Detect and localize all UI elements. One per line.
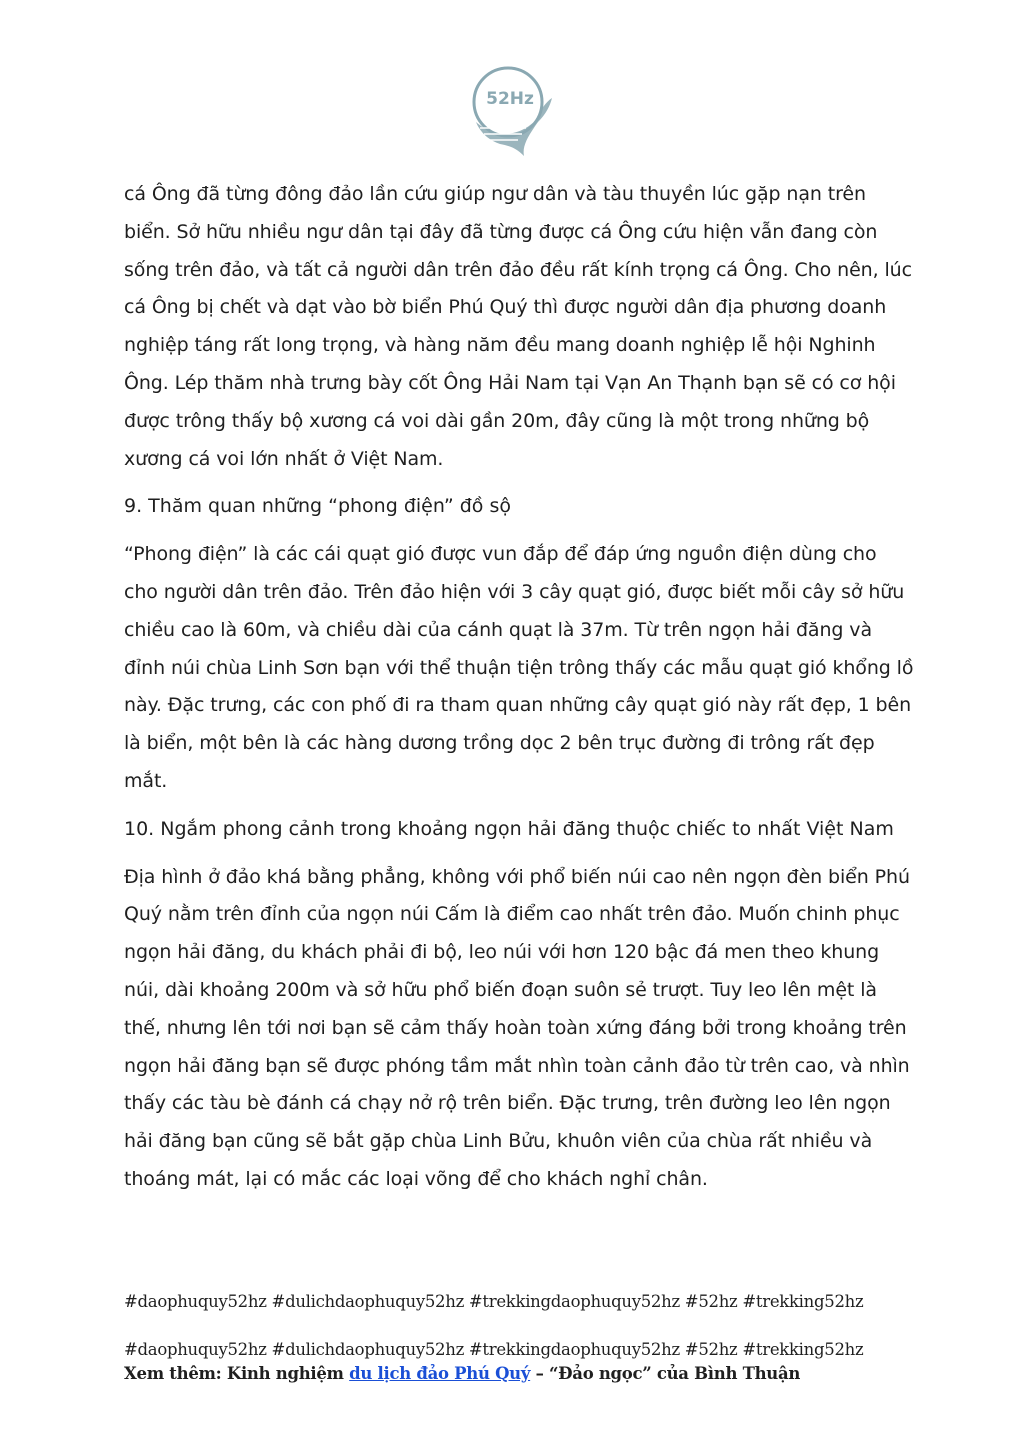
brand-logo <box>466 64 558 160</box>
hashtags-line-2: #daophuquy52hz #dulichdaophuquy52hz #trekkingdaophuquy52hz #52hz #trekking52hz <box>124 1340 864 1359</box>
paragraph-lighthouse: Địa hình ở đảo khá bằng phẳng, không với phổ biến núi cao nên ngọn đèn biển Phú Quý nằm trên đỉnh của ngọn núi Cấm là điểm cao nhất trên đảo. Muốn chinh phục ngọn hải đăng, du khách phải đi bộ, leo núi với hơn 120 bậc đá men theo khung núi, dài khoảng 200m và sở hữu phổ biến đoạn suôn sẻ trượt. Tuy leo lên mệt là thế, nhưng lên tới nơi bạn sẽ cảm thấy hoàn toàn xứng đáng bởi trong khoảng trên ngọn hải đăng bạn sẽ được phóng tầm mắt nhìn toàn cảnh đảo từ trên cao, và nhìn thấy các tàu bè đánh cá chạy nở rộ trên biển. Đặc trưng, trên đường leo lên ngọn hải đăng bạn cũng sẽ bắt gặp chùa Linh Bửu, khuôn viên của chùa rất nhiều và thoáng mát, lại có mắc các loại võng để cho khách nghỉ chân. <box>124 865 910 1190</box>
see-more-prefix: Xem thêm: Kinh nghiệm <box>124 1364 350 1383</box>
whale-logo-icon <box>466 64 558 160</box>
logo-text: 52Hz <box>486 89 534 109</box>
paragraph-wind-power: “Phong điện” là các cái quạt gió được vun đắp để đáp ứng nguồn điện dùng cho cho người dân trên đảo. Trên đảo hiện với 3 cây quạt gió, được biết mỗi cây sở hữu chiều cao là 60m, và chiều dài của cánh quạt là 37m. Từ trên ngọn hải đăng và đỉnh núi chùa Linh Sơn bạn với thể thuận tiện trông thấy các mẫu quạt gió khổng lồ này. Đặc trưng, các con phố đi ra tham quan những cây quạt gió này rất đẹp, 1 bên là biển, một bên là các hàng dương trồng dọc 2 bên trục đường đi trông rất đẹp mắt. <box>124 543 914 792</box>
see-more-suffix: – “Đảo ngọc” của Bình Thuận <box>530 1364 801 1383</box>
hashtags-line-1: #daophuquy52hz #dulichdaophuquy52hz #trekkingdaophuquy52hz #52hz #trekking52hz <box>124 1292 864 1311</box>
paragraph-whale-skeleton: cá Ông đã từng đông đảo lần cứu giúp ngư dân và tàu thuyền lúc gặp nạn trên biển. Sở hữu nhiều ngư dân tại đây đã từng được cá Ông cứu hiện vẫn đang còn sống trên đảo, và tất cả người dân trên đảo đều rất kính trọng cá Ông. Cho nên, lúc cá Ông bị chết và dạt vào bờ biển Phú Quý thì được người dân địa phương doanh nghiệp táng rất long trọng, và hàng năm đều mang doanh nghiệp lễ hội Nghinh Ông. Lép thăm nhà trưng bày cốt Ông Hải Nam tại Vạn An Thạnh bạn sẽ có cơ hội được trông thấy bộ xương cá voi dài gần 20m, đây cũng là một trong những bộ xương cá voi lớn nhất ở Việt Nam. <box>124 183 912 470</box>
article-body <box>124 176 914 1199</box>
see-more-link[interactable]: du lịch đảo Phú Quý <box>349 1364 531 1383</box>
heading-wind-power: 9. Thăm quan những “phong điện” đồ sộ <box>124 495 511 518</box>
heading-lighthouse: 10. Ngắm phong cảnh trong khoảng ngọn hải đăng thuộc chiếc to nhất Việt Nam <box>124 817 894 840</box>
see-more-line <box>124 1362 800 1386</box>
